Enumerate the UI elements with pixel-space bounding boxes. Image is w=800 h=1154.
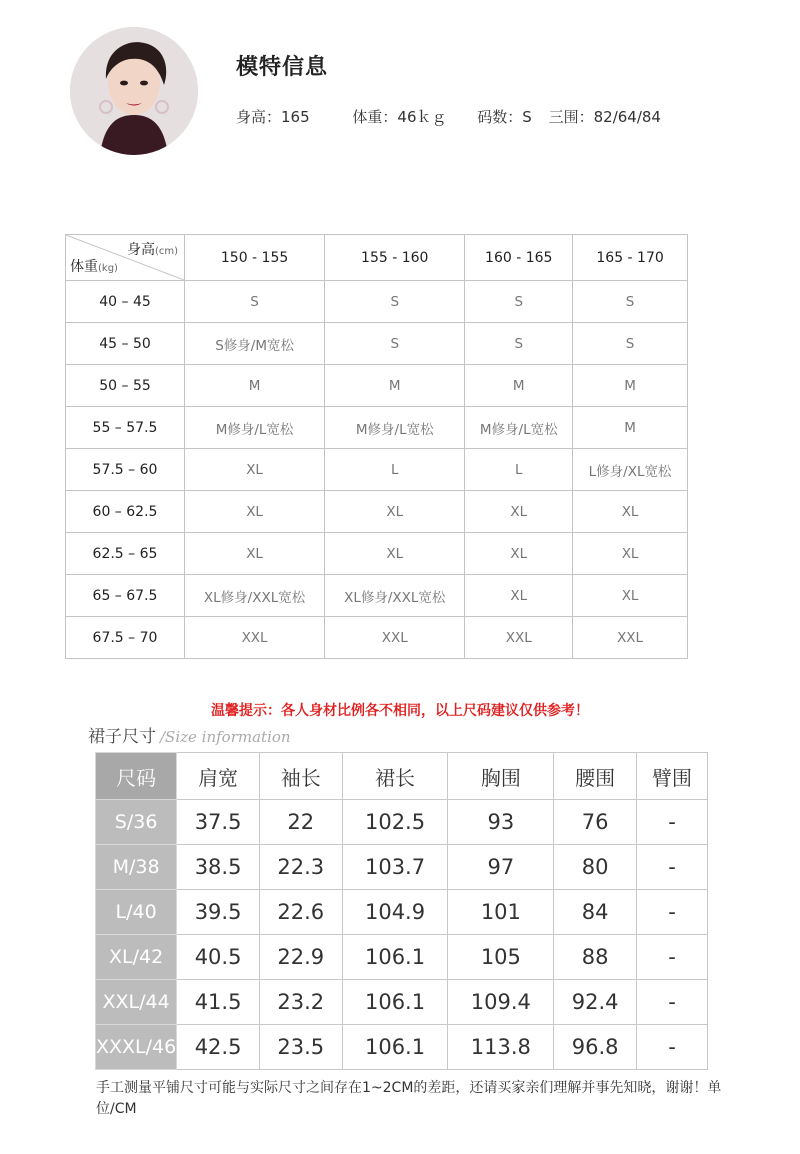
- size-cell: XL: [325, 491, 465, 533]
- measurement-cell: 113.8: [448, 1025, 554, 1070]
- measurement-cell: -: [636, 845, 707, 890]
- size-cell: S: [465, 281, 573, 323]
- table-corner-cell: [66, 235, 185, 281]
- size-cell: S: [325, 323, 465, 365]
- model-stats: [236, 106, 661, 127]
- height-range-header: 160 - 165: [465, 235, 573, 281]
- measurement-cell: 76: [554, 800, 637, 845]
- size-label-cell: XL/42: [96, 935, 177, 980]
- size-header-cell: 尺码: [96, 753, 177, 800]
- model-avatar: [70, 27, 198, 155]
- measurement-cell: 41.5: [177, 980, 260, 1025]
- measurement-cell: 22.6: [259, 890, 342, 935]
- size-header-cell: 腰围: [554, 753, 637, 800]
- measurement-cell: 38.5: [177, 845, 260, 890]
- table-row: [96, 845, 708, 890]
- size-cell: XL: [185, 449, 325, 491]
- size-label-cell: XXXL/46: [96, 1025, 177, 1070]
- size-cell: XL: [573, 491, 688, 533]
- table-row: [96, 980, 708, 1025]
- size-cell: M: [465, 365, 573, 407]
- size-cell: XXL: [573, 617, 688, 659]
- measurement-cell: 102.5: [342, 800, 448, 845]
- measurement-cell: -: [636, 890, 707, 935]
- size-cell: S: [185, 281, 325, 323]
- size-cell: M: [325, 365, 465, 407]
- size-cell: M修身/L宽松: [325, 407, 465, 449]
- weight-range-cell: 67.5 – 70: [66, 617, 185, 659]
- table-row: [66, 281, 688, 323]
- fit-tip-text: 温馨提示：各人身材比例各不相同，以上尺码建议仅供参考！: [211, 703, 589, 719]
- weight-range-cell: 45 – 50: [66, 323, 185, 365]
- measurement-cell: 42.5: [177, 1025, 260, 1070]
- measurement-cell: 96.8: [554, 1025, 637, 1070]
- table-row: [66, 323, 688, 365]
- size-cell: S: [573, 281, 688, 323]
- table-row: [66, 407, 688, 449]
- size-recommendation-table: [65, 234, 688, 659]
- measurement-cell: 40.5: [177, 935, 260, 980]
- measurement-cell: 84: [554, 890, 637, 935]
- size-cell: XXL: [465, 617, 573, 659]
- garment-size-table: [95, 752, 708, 1070]
- size-info-title-en: /Size information: [160, 728, 291, 746]
- table-row: [66, 575, 688, 617]
- size-header-cell: 袖长: [259, 753, 342, 800]
- measurement-cell: -: [636, 980, 707, 1025]
- size-cell: L: [325, 449, 465, 491]
- size-cell: M: [573, 407, 688, 449]
- weight-axis-label: 体重(kg): [70, 259, 118, 275]
- measurement-cell: 103.7: [342, 845, 448, 890]
- measurement-cell: -: [636, 935, 707, 980]
- size-cell: XL修身/XXL宽松: [185, 575, 325, 617]
- size-cell: S修身/M宽松: [185, 323, 325, 365]
- size-label-cell: XXL/44: [96, 980, 177, 1025]
- size-label-cell: S/36: [96, 800, 177, 845]
- height-range-header: 165 - 170: [573, 235, 688, 281]
- measurement-cell: 93: [448, 800, 554, 845]
- size-cell: XL: [465, 533, 573, 575]
- measurement-cell: 22.9: [259, 935, 342, 980]
- height-range-header: 155 - 160: [325, 235, 465, 281]
- size-cell: L修身/XL宽松: [573, 449, 688, 491]
- size-info-title: [88, 722, 291, 747]
- height-axis-label: 身高(cm): [126, 242, 178, 258]
- table-header-row: [66, 235, 688, 281]
- weight-range-cell: 62.5 – 65: [66, 533, 185, 575]
- size-label-cell: L/40: [96, 890, 177, 935]
- measurement-cell: 37.5: [177, 800, 260, 845]
- measurement-cell: 101: [448, 890, 554, 935]
- table-row: [66, 533, 688, 575]
- measurement-cell: 109.4: [448, 980, 554, 1025]
- measurement-cell: 80: [554, 845, 637, 890]
- measurement-cell: -: [636, 800, 707, 845]
- model-size: 码数：S: [477, 108, 532, 126]
- measurement-cell: 22: [259, 800, 342, 845]
- weight-range-cell: 50 – 55: [66, 365, 185, 407]
- measurement-cell: 92.4: [554, 980, 637, 1025]
- size-cell: M修身/L宽松: [185, 407, 325, 449]
- measurement-cell: 88: [554, 935, 637, 980]
- table-row: [66, 617, 688, 659]
- size-cell: XL: [185, 491, 325, 533]
- measurement-cell: -: [636, 1025, 707, 1070]
- model-measurements: 三围：82/64/84: [548, 108, 661, 126]
- table-row: [96, 1025, 708, 1070]
- size-header-cell: 肩宽: [177, 753, 260, 800]
- table-row: [66, 449, 688, 491]
- size-label-cell: M/38: [96, 845, 177, 890]
- size-cell: XL: [465, 575, 573, 617]
- size-cell: M: [185, 365, 325, 407]
- table-row: [66, 491, 688, 533]
- weight-range-cell: 65 – 67.5: [66, 575, 185, 617]
- measurement-cell: 104.9: [342, 890, 448, 935]
- measurement-cell: 105: [448, 935, 554, 980]
- model-info-title: 模特信息: [236, 55, 329, 80]
- size-cell: XL: [573, 533, 688, 575]
- table-row: [96, 890, 708, 935]
- measurement-cell: 106.1: [342, 1025, 448, 1070]
- table-row: [96, 935, 708, 980]
- size-cell: S: [465, 323, 573, 365]
- size-cell: L: [465, 449, 573, 491]
- weight-range-cell: 55 – 57.5: [66, 407, 185, 449]
- measurement-cell: 22.3: [259, 845, 342, 890]
- size-cell: M修身/L宽松: [465, 407, 573, 449]
- size-cell: M: [573, 365, 688, 407]
- size-cell: XL: [465, 491, 573, 533]
- size-cell: XL: [573, 575, 688, 617]
- weight-range-cell: 40 – 45: [66, 281, 185, 323]
- height-range-header: 150 - 155: [185, 235, 325, 281]
- table-row: [66, 365, 688, 407]
- size-cell: XL: [325, 533, 465, 575]
- model-height: 身高：165: [236, 108, 310, 126]
- size-header-cell: 裙长: [342, 753, 448, 800]
- size-cell: S: [573, 323, 688, 365]
- measurement-cell: 106.1: [342, 980, 448, 1025]
- measurement-cell: 97: [448, 845, 554, 890]
- size-table-header-row: [96, 753, 708, 800]
- measurement-disclaimer: 手工测量平铺尺寸可能与实际尺寸之间存在1~2CM的差距，还请买家亲们理解并事先知晓，谢谢！单位/CM: [96, 1080, 722, 1117]
- size-info-title-cn: 裙子尺寸: [88, 727, 156, 747]
- table-row: [96, 800, 708, 845]
- weight-range-cell: 57.5 – 60: [66, 449, 185, 491]
- model-weight: 体重：46ｋｇ: [352, 108, 447, 126]
- measurement-cell: 23.5: [259, 1025, 342, 1070]
- weight-range-cell: 60 – 62.5: [66, 491, 185, 533]
- size-cell: XL修身/XXL宽松: [325, 575, 465, 617]
- measurement-cell: 39.5: [177, 890, 260, 935]
- size-header-cell: 胸围: [448, 753, 554, 800]
- size-header-cell: 臂围: [636, 753, 707, 800]
- measurement-cell: 106.1: [342, 935, 448, 980]
- size-cell: S: [325, 281, 465, 323]
- size-cell: XL: [185, 533, 325, 575]
- size-cell: XXL: [185, 617, 325, 659]
- size-cell: XXL: [325, 617, 465, 659]
- measurement-cell: 23.2: [259, 980, 342, 1025]
